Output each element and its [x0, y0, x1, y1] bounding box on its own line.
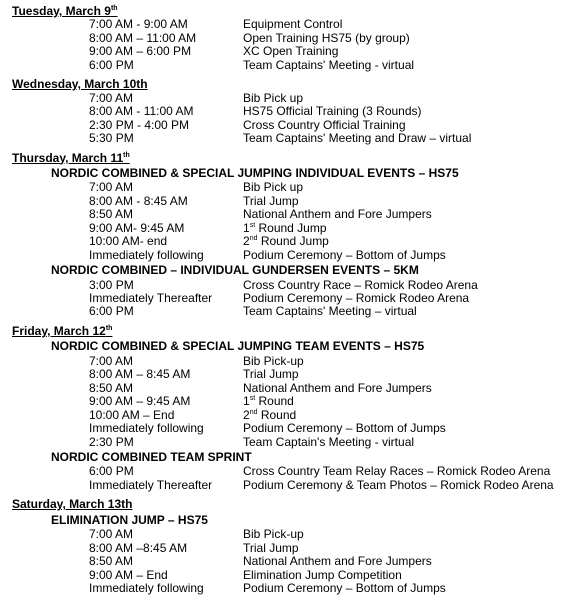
day-heading-text: Friday, March 12 — [12, 323, 106, 338]
schedule-event-text-rest: Round Jump — [257, 234, 329, 249]
schedule-event-text: Podium Ceremony – Bottom of Jumps — [243, 581, 446, 595]
day-heading-suffix: th — [110, 5, 118, 12]
schedule-time: 10:00 AM- end — [89, 234, 168, 249]
schedule-time: 8:00 AM - 8:45 AM — [89, 193, 188, 208]
schedule-event-text: Bib Pick up — [243, 90, 304, 105]
schedule-time: 7:00 AM — [89, 180, 134, 195]
schedule-time: Immediately following — [89, 421, 204, 436]
schedule-time: Immediately following — [89, 247, 204, 262]
schedule-event-text: Trial Jump — [243, 540, 299, 555]
schedule-row — [0, 394, 562, 408]
schedule-row — [0, 527, 562, 541]
schedule-event — [243, 194, 299, 208]
day-heading — [12, 324, 112, 338]
schedule-event-text: Podium Ceremony & Team Photos – Romick Rodeo Arena — [243, 477, 554, 492]
schedule-event — [243, 104, 422, 118]
schedule-row — [0, 234, 562, 248]
schedule-event — [243, 527, 304, 541]
schedule-row — [0, 478, 562, 492]
schedule-event-text: Trial Jump — [243, 367, 299, 382]
schedule-time: 6:00 PM — [89, 304, 134, 319]
schedule-row — [0, 58, 562, 72]
schedule-time: 8:50 AM — [89, 380, 134, 395]
schedule-row — [0, 118, 562, 132]
schedule-event — [243, 367, 299, 381]
schedule-event — [243, 581, 446, 595]
event-section-heading: NORDIC COMBINED TEAM SPRINT — [51, 449, 252, 464]
schedule-row — [0, 180, 562, 194]
schedule-event-text: HS75 Official Training (3 Rounds) — [243, 104, 422, 119]
day-heading — [12, 77, 148, 91]
schedule-event — [243, 44, 338, 58]
schedule-event — [243, 394, 294, 408]
day-heading-suffix: th — [105, 324, 113, 332]
day-heading-text: Tuesday, March 9 — [12, 4, 111, 18]
schedule-event — [243, 381, 432, 395]
ordinal-suffix: st — [249, 395, 256, 403]
schedule-event — [243, 478, 554, 492]
day-heading-text: Wednesday, March 10th — [12, 77, 148, 92]
schedule-row — [0, 207, 562, 221]
schedule-event-text: Trial Jump — [243, 193, 299, 208]
schedule-row — [0, 104, 562, 118]
schedule-row — [0, 304, 562, 318]
schedule-event-text: National Anthem and Fore Jumpers — [243, 554, 432, 569]
schedule-row — [0, 408, 562, 422]
schedule-event-text: Podium Ceremony – Bottom of Jumps — [243, 247, 446, 262]
schedule-event — [243, 354, 304, 368]
schedule-row — [0, 381, 562, 395]
schedule-time: Immediately Thereafter — [89, 291, 213, 305]
schedule-row — [0, 221, 562, 235]
schedule-row — [0, 421, 562, 435]
schedule-event-text: 1 — [243, 394, 250, 409]
schedule-time: 7:00 AM — [89, 90, 134, 105]
schedule-event — [243, 541, 299, 555]
schedule-event-text: National Anthem and Fore Jumpers — [243, 207, 432, 222]
schedule-event — [243, 435, 414, 449]
schedule-event-text: 2 — [243, 234, 250, 249]
schedule-event-text: XC Open Training — [243, 44, 339, 59]
schedule-event — [243, 554, 432, 568]
schedule-row — [0, 581, 562, 595]
schedule-event — [243, 464, 550, 478]
schedule-time: 9:00 AM – End — [89, 567, 168, 582]
schedule-time: 6:00 PM — [89, 57, 134, 72]
schedule-event-text: Bib Pick up — [243, 180, 304, 195]
schedule-row — [0, 194, 562, 208]
schedule-event-text: 2 — [243, 407, 250, 422]
schedule-event — [243, 234, 329, 248]
schedule-row — [0, 554, 562, 568]
event-section-heading: NORDIC COMBINED & SPECIAL JUMPING TEAM EVENTS – HS75 — [51, 339, 425, 354]
schedule-event — [243, 180, 303, 194]
schedule-event — [243, 131, 471, 145]
schedule-row — [0, 568, 562, 582]
event-section-heading: NORDIC COMBINED – INDIVIDUAL GUNDERSEN EVENTS – 5KM — [51, 263, 419, 278]
schedule-event-text: Cross Country Official Training — [243, 117, 406, 132]
schedule-event-text-rest: Round Jump — [255, 220, 327, 235]
schedule-event — [243, 304, 417, 318]
event-section-heading: NORDIC COMBINED & SPECIAL JUMPING INDIVIDUAL EVENTS – HS75 — [51, 165, 459, 180]
schedule-event-text-rest: Round — [255, 394, 294, 409]
schedule-event-text: Bib Pick-up — [243, 527, 304, 542]
schedule-row — [0, 278, 562, 292]
schedule-event-text: Team Captains' Meeting – virtual — [243, 304, 417, 319]
schedule-row — [0, 354, 562, 368]
schedule-row — [0, 464, 562, 478]
schedule-event-text: Cross Country Team Relay Races – Romick Rodeo Arena — [243, 464, 551, 479]
schedule-time: 8:00 AM - 11:00 AM — [89, 104, 194, 119]
schedule-time: 7:00 AM — [89, 353, 134, 368]
schedule-event-text: Team Captains' Meeting and Draw – virtual — [243, 131, 472, 146]
schedule-event — [243, 278, 478, 292]
schedule-row — [0, 44, 562, 58]
schedule-time: 8:50 AM — [89, 207, 134, 222]
schedule-event-text: Elimination Jump Competition — [243, 567, 402, 582]
schedule-time: 7:00 AM - 9:00 AM — [89, 17, 188, 32]
schedule-event-text: Team Captain's Meeting - virtual — [243, 434, 415, 449]
schedule-row — [0, 31, 562, 45]
schedule-time: 8:00 AM – 11:00 AM — [89, 30, 197, 45]
event-section-heading: ELIMINATION JUMP – HS75 — [51, 512, 208, 527]
schedule-time: 8:00 AM –8:45 AM — [89, 540, 188, 555]
ordinal-suffix: nd — [249, 235, 258, 243]
schedule-row — [0, 17, 562, 31]
schedule-time: 7:00 AM — [89, 527, 134, 542]
schedule-event-text: Team Captains' Meeting - virtual — [243, 57, 415, 72]
schedule-event-text: Open Training HS75 (by group) — [243, 30, 410, 45]
day-heading-text: Thursday, March 11 — [12, 150, 124, 165]
schedule-event — [243, 568, 402, 582]
schedule-row — [0, 541, 562, 555]
schedule-event-text-rest: Round — [257, 407, 297, 422]
schedule-row — [0, 91, 562, 105]
schedule-event-text: National Anthem and Fore Jumpers — [243, 380, 432, 395]
schedule-time: 9:00 AM – 9:45 AM — [89, 394, 191, 409]
schedule-event-text: Equipment Control — [243, 17, 343, 32]
schedule-event-text: Podium Ceremony – Bottom of Jumps — [243, 421, 446, 436]
schedule-row — [0, 291, 562, 305]
schedule-event-text: Cross Country Race – Romick Rodeo Arena — [243, 277, 478, 292]
schedule-event-text: 1 — [243, 220, 250, 235]
day-heading-suffix: th — [123, 151, 130, 159]
schedule-event — [243, 58, 414, 72]
schedule-time: 6:00 PM — [89, 464, 134, 479]
schedule-time: 9:00 AM- 9:45 AM — [89, 220, 185, 235]
schedule-event — [243, 221, 327, 235]
schedule-event — [243, 291, 469, 305]
schedule-row — [0, 248, 562, 262]
schedule-time: 2:30 PM — [89, 434, 134, 449]
schedule-event — [243, 408, 296, 422]
schedule-event — [243, 31, 410, 45]
schedule-time: 9:00 AM – 6:00 PM — [89, 44, 192, 59]
schedule-row — [0, 131, 562, 145]
schedule-event — [243, 118, 406, 132]
schedule-event — [243, 248, 446, 262]
schedule-time: 10:00 AM – End — [89, 407, 175, 422]
schedule-time: 3:00 PM — [89, 277, 134, 292]
schedule-time: Immediately following — [89, 581, 204, 595]
schedule-row — [0, 435, 562, 449]
ordinal-suffix: st — [249, 221, 256, 229]
schedule-row — [0, 367, 562, 381]
schedule-time: 8:00 AM – 8:45 AM — [89, 367, 191, 382]
schedule-event — [243, 207, 432, 221]
schedule-event-text: Podium Ceremony – Romick Rodeo Arena — [243, 291, 470, 305]
schedule-event-text: Bib Pick-up — [243, 353, 304, 368]
schedule-time: 5:30 PM — [89, 131, 134, 146]
schedule-event — [243, 91, 303, 105]
day-heading — [12, 4, 118, 18]
schedule-time: 2:30 PM - 4:00 PM — [89, 117, 190, 132]
schedule-event — [243, 17, 342, 31]
schedule-event — [243, 421, 446, 435]
ordinal-suffix: nd — [249, 408, 258, 416]
schedule-time: Immediately Thereafter — [89, 477, 213, 492]
day-heading — [12, 151, 130, 165]
schedule-time: 8:50 AM — [89, 554, 134, 569]
day-heading — [12, 497, 132, 511]
day-heading-text: Saturday, March 13th — [12, 497, 133, 512]
